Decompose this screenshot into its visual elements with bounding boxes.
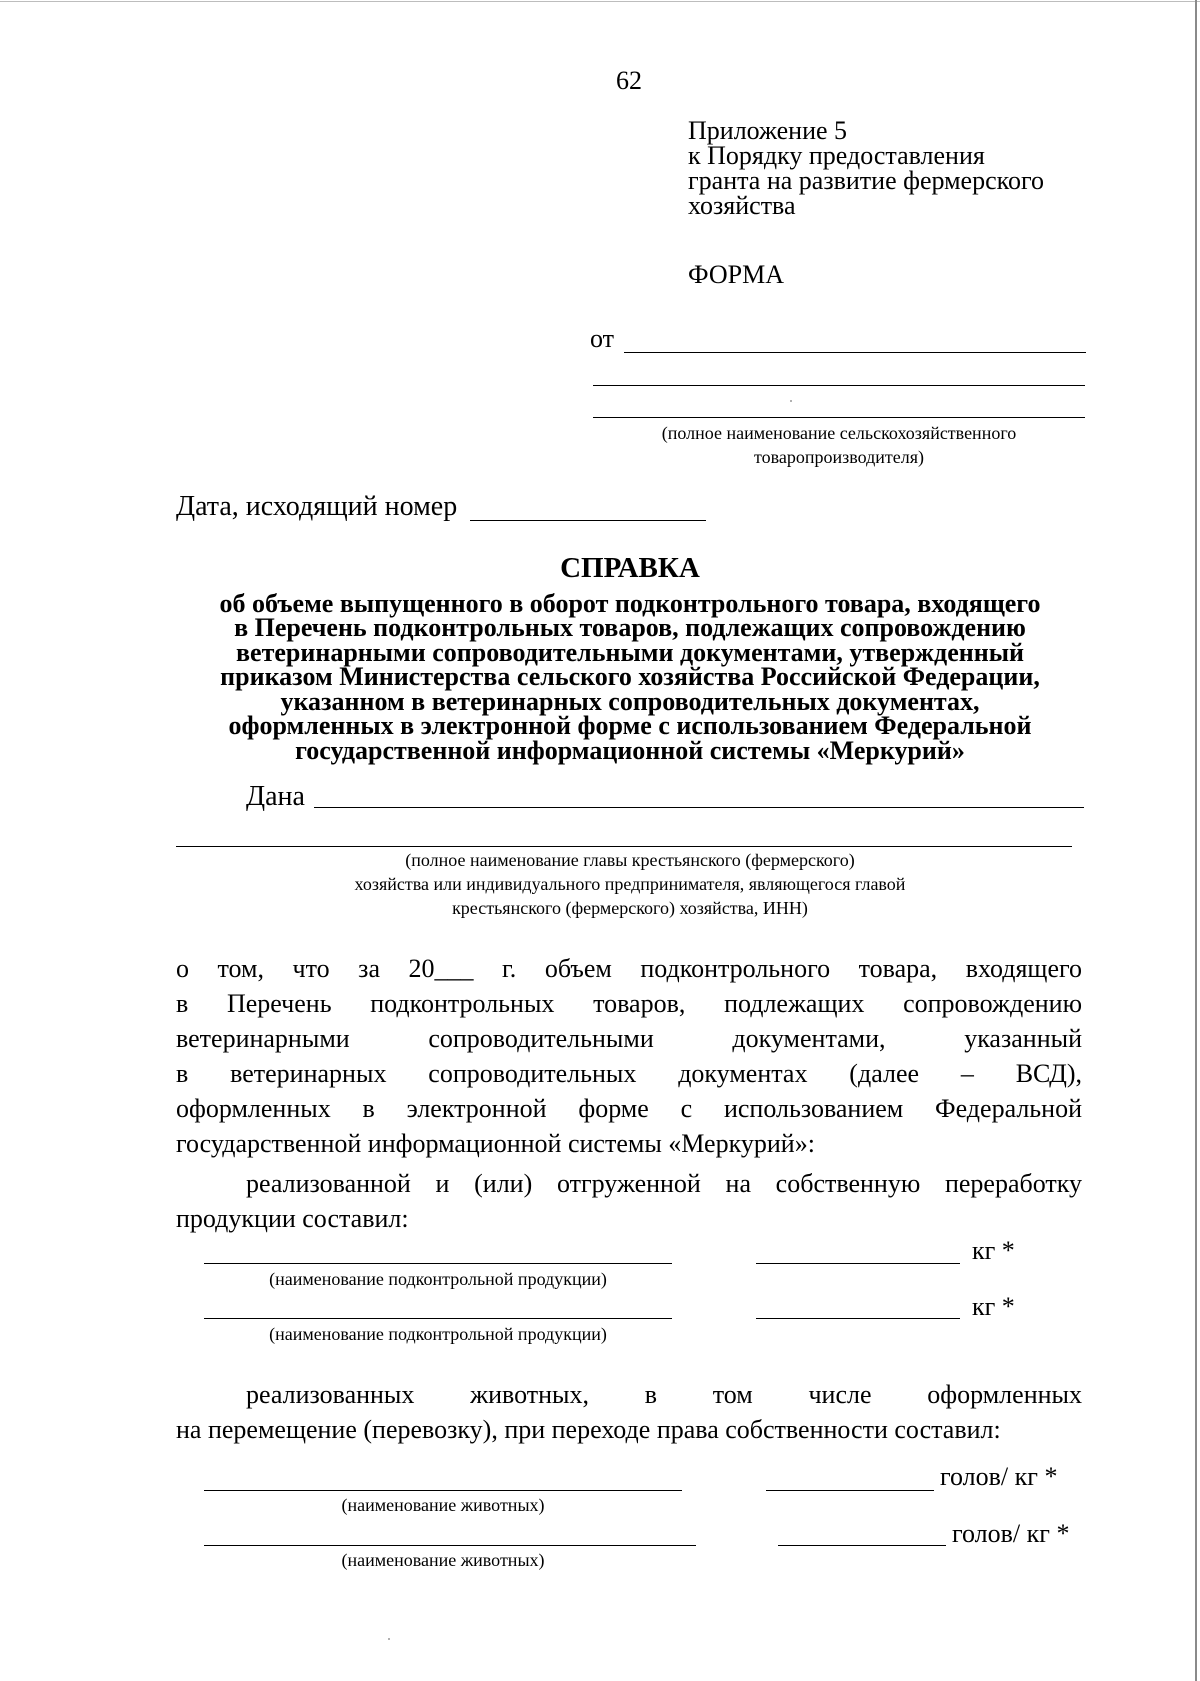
- from-caption-line-2: товаропроизводителя): [753, 447, 924, 467]
- given-label: Дана: [246, 781, 305, 812]
- products-line-2: продукции составил:: [176, 1204, 409, 1233]
- body-line-2: в Перечень подконтрольных товаров, подлежащих сопровождению: [176, 989, 1082, 1018]
- scan-edge-right: [1195, 0, 1197, 1681]
- subtitle-line-4: приказом Министерства сельского хозяйства Российской Федерации,: [220, 662, 1040, 691]
- subtitle-line-3: ветеринарными сопроводительными документами, утвержденный: [236, 638, 1024, 667]
- form-label: ФОРМА: [688, 260, 784, 289]
- scan-speck: [790, 400, 792, 402]
- animal-unit: голов/ кг *: [940, 1462, 1058, 1491]
- product-caption: (наименование подконтрольной продукции): [269, 1324, 607, 1344]
- appendix-line-3: гранта на развитие фермерского: [688, 166, 1044, 195]
- product-name-line[interactable]: [204, 1318, 672, 1319]
- body-line-3: ветеринарными сопроводительными документами, указанный: [176, 1024, 1082, 1053]
- subtitle-line-7: государственной информационной системы «Меркурий»: [295, 736, 965, 765]
- subtitle-line-6: оформленных в электронной форме с использованием Федеральной: [228, 711, 1032, 740]
- given-caption-line-1: (полное наименование главы крестьянского (фермерского): [405, 850, 855, 870]
- document-title: СПРАВКА: [560, 552, 700, 584]
- body-line-4: в ветеринарных сопроводительных документах (далее – ВСД),: [176, 1059, 1082, 1088]
- product-amount-line[interactable]: [756, 1263, 960, 1264]
- from-caption-line-1: (полное наименование сельскохозяйственного: [661, 423, 1017, 443]
- scan-edge-top: [0, 1, 1200, 2]
- body-line-6: государственной информационной системы «Меркурий»:: [176, 1129, 815, 1158]
- given-caption-line-3: крестьянского (фермерского) хозяйства, ИНН): [452, 898, 808, 918]
- scan-speck: [388, 1638, 390, 1640]
- appendix-line-1: Приложение 5: [688, 116, 848, 145]
- animal-caption: (наименование животных): [341, 1495, 545, 1515]
- product-amount-line[interactable]: [756, 1318, 960, 1319]
- body-line-1: о том, что за 20___ г. объем подконтрольного товара, входящего: [176, 954, 1082, 983]
- product-unit: кг *: [972, 1236, 1015, 1265]
- from-line-2[interactable]: [593, 385, 1085, 386]
- products-line-1: реализованной и (или) отгруженной на собственную переработку: [246, 1169, 1082, 1198]
- body-line-5: оформленных в электронной форме с использованием Федеральной: [176, 1094, 1082, 1123]
- animal-amount-line[interactable]: [778, 1545, 946, 1546]
- animals-line-2: на перемещение (перевозку), при переходе права собственности составил:: [176, 1415, 1001, 1444]
- animals-line-1: реализованных животных, в том числе оформленных: [246, 1380, 1082, 1409]
- appendix-line-2: к Порядку предоставления: [688, 141, 985, 170]
- from-label: от: [590, 324, 615, 353]
- subtitle-line-2: в Перечень подконтрольных товаров, подлежащих сопровождению: [234, 613, 1026, 642]
- given-caption-line-2: хозяйства или индивидуального предпринимателя, являющегося главой: [354, 874, 906, 894]
- date-line[interactable]: [470, 520, 706, 521]
- product-name-line[interactable]: [204, 1263, 672, 1264]
- animal-name-line[interactable]: [204, 1490, 682, 1491]
- animal-name-line[interactable]: [204, 1545, 696, 1546]
- product-caption: (наименование подконтрольной продукции): [269, 1269, 607, 1289]
- product-unit: кг *: [972, 1292, 1015, 1321]
- appendix-line-4: хозяйства: [688, 191, 796, 220]
- animal-caption: (наименование животных): [341, 1550, 545, 1570]
- animal-amount-line[interactable]: [766, 1490, 934, 1491]
- animal-unit: голов/ кг *: [952, 1519, 1070, 1548]
- from-line-3[interactable]: [593, 417, 1085, 418]
- given-line-1[interactable]: [314, 807, 1084, 808]
- page-number: 62: [616, 66, 642, 95]
- subtitle-line-5: указанном в ветеринарных сопроводительных документах,: [280, 687, 980, 716]
- from-line-1[interactable]: [624, 352, 1086, 353]
- date-label: Дата, исходящий номер: [176, 491, 458, 522]
- given-line-2[interactable]: [176, 846, 1072, 847]
- subtitle-line-1: об объеме выпущенного в оборот подконтрольного товара, входящего: [219, 589, 1041, 618]
